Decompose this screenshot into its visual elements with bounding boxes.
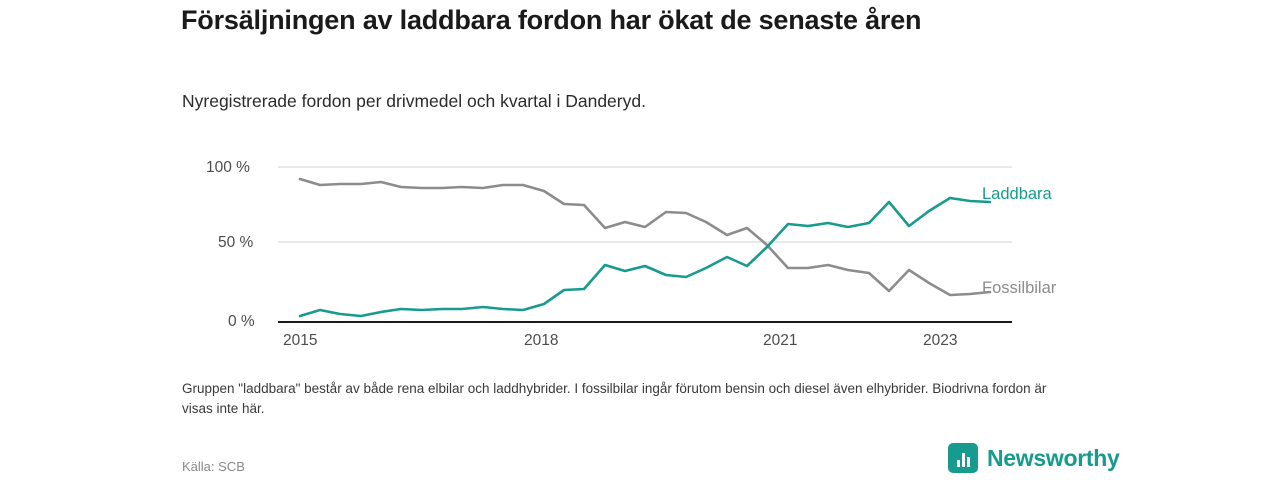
series-label-laddbara: Laddbara xyxy=(982,185,1052,203)
x-tick-2021: 2021 xyxy=(763,332,798,349)
chart-footnote: Gruppen "laddbara" består av både rena elbilar och laddhybrider. I fossilbilar ingår förutom bensin och diesel även elhybrider. Biodrivna fordon är visas inte här. xyxy=(182,381,1047,416)
chart-subtitle: Nyregistrerade fordon per drivmedel och kvartal i Danderyd. xyxy=(182,91,646,111)
x-tick-2015: 2015 xyxy=(283,332,318,349)
page-title: Försäljningen av laddbara fordon har ökat de senaste åren xyxy=(181,5,922,35)
source-credit: Källa: SCB xyxy=(182,459,245,474)
x-tick-2023: 2023 xyxy=(923,332,958,349)
brand-logo xyxy=(948,443,1119,473)
series-label-fossilbilar: Fossilbilar xyxy=(982,279,1057,297)
y-tick-50: 50 % xyxy=(218,234,254,251)
x-tick-2018: 2018 xyxy=(524,332,559,349)
y-tick-0: 0 % xyxy=(228,313,255,330)
y-tick-100: 100 % xyxy=(206,159,250,176)
series-line-laddbara xyxy=(300,198,990,316)
bar-chart-icon xyxy=(948,443,978,473)
series-line-fossilbilar xyxy=(300,179,990,295)
brand-name: Newsworthy xyxy=(987,444,1120,471)
